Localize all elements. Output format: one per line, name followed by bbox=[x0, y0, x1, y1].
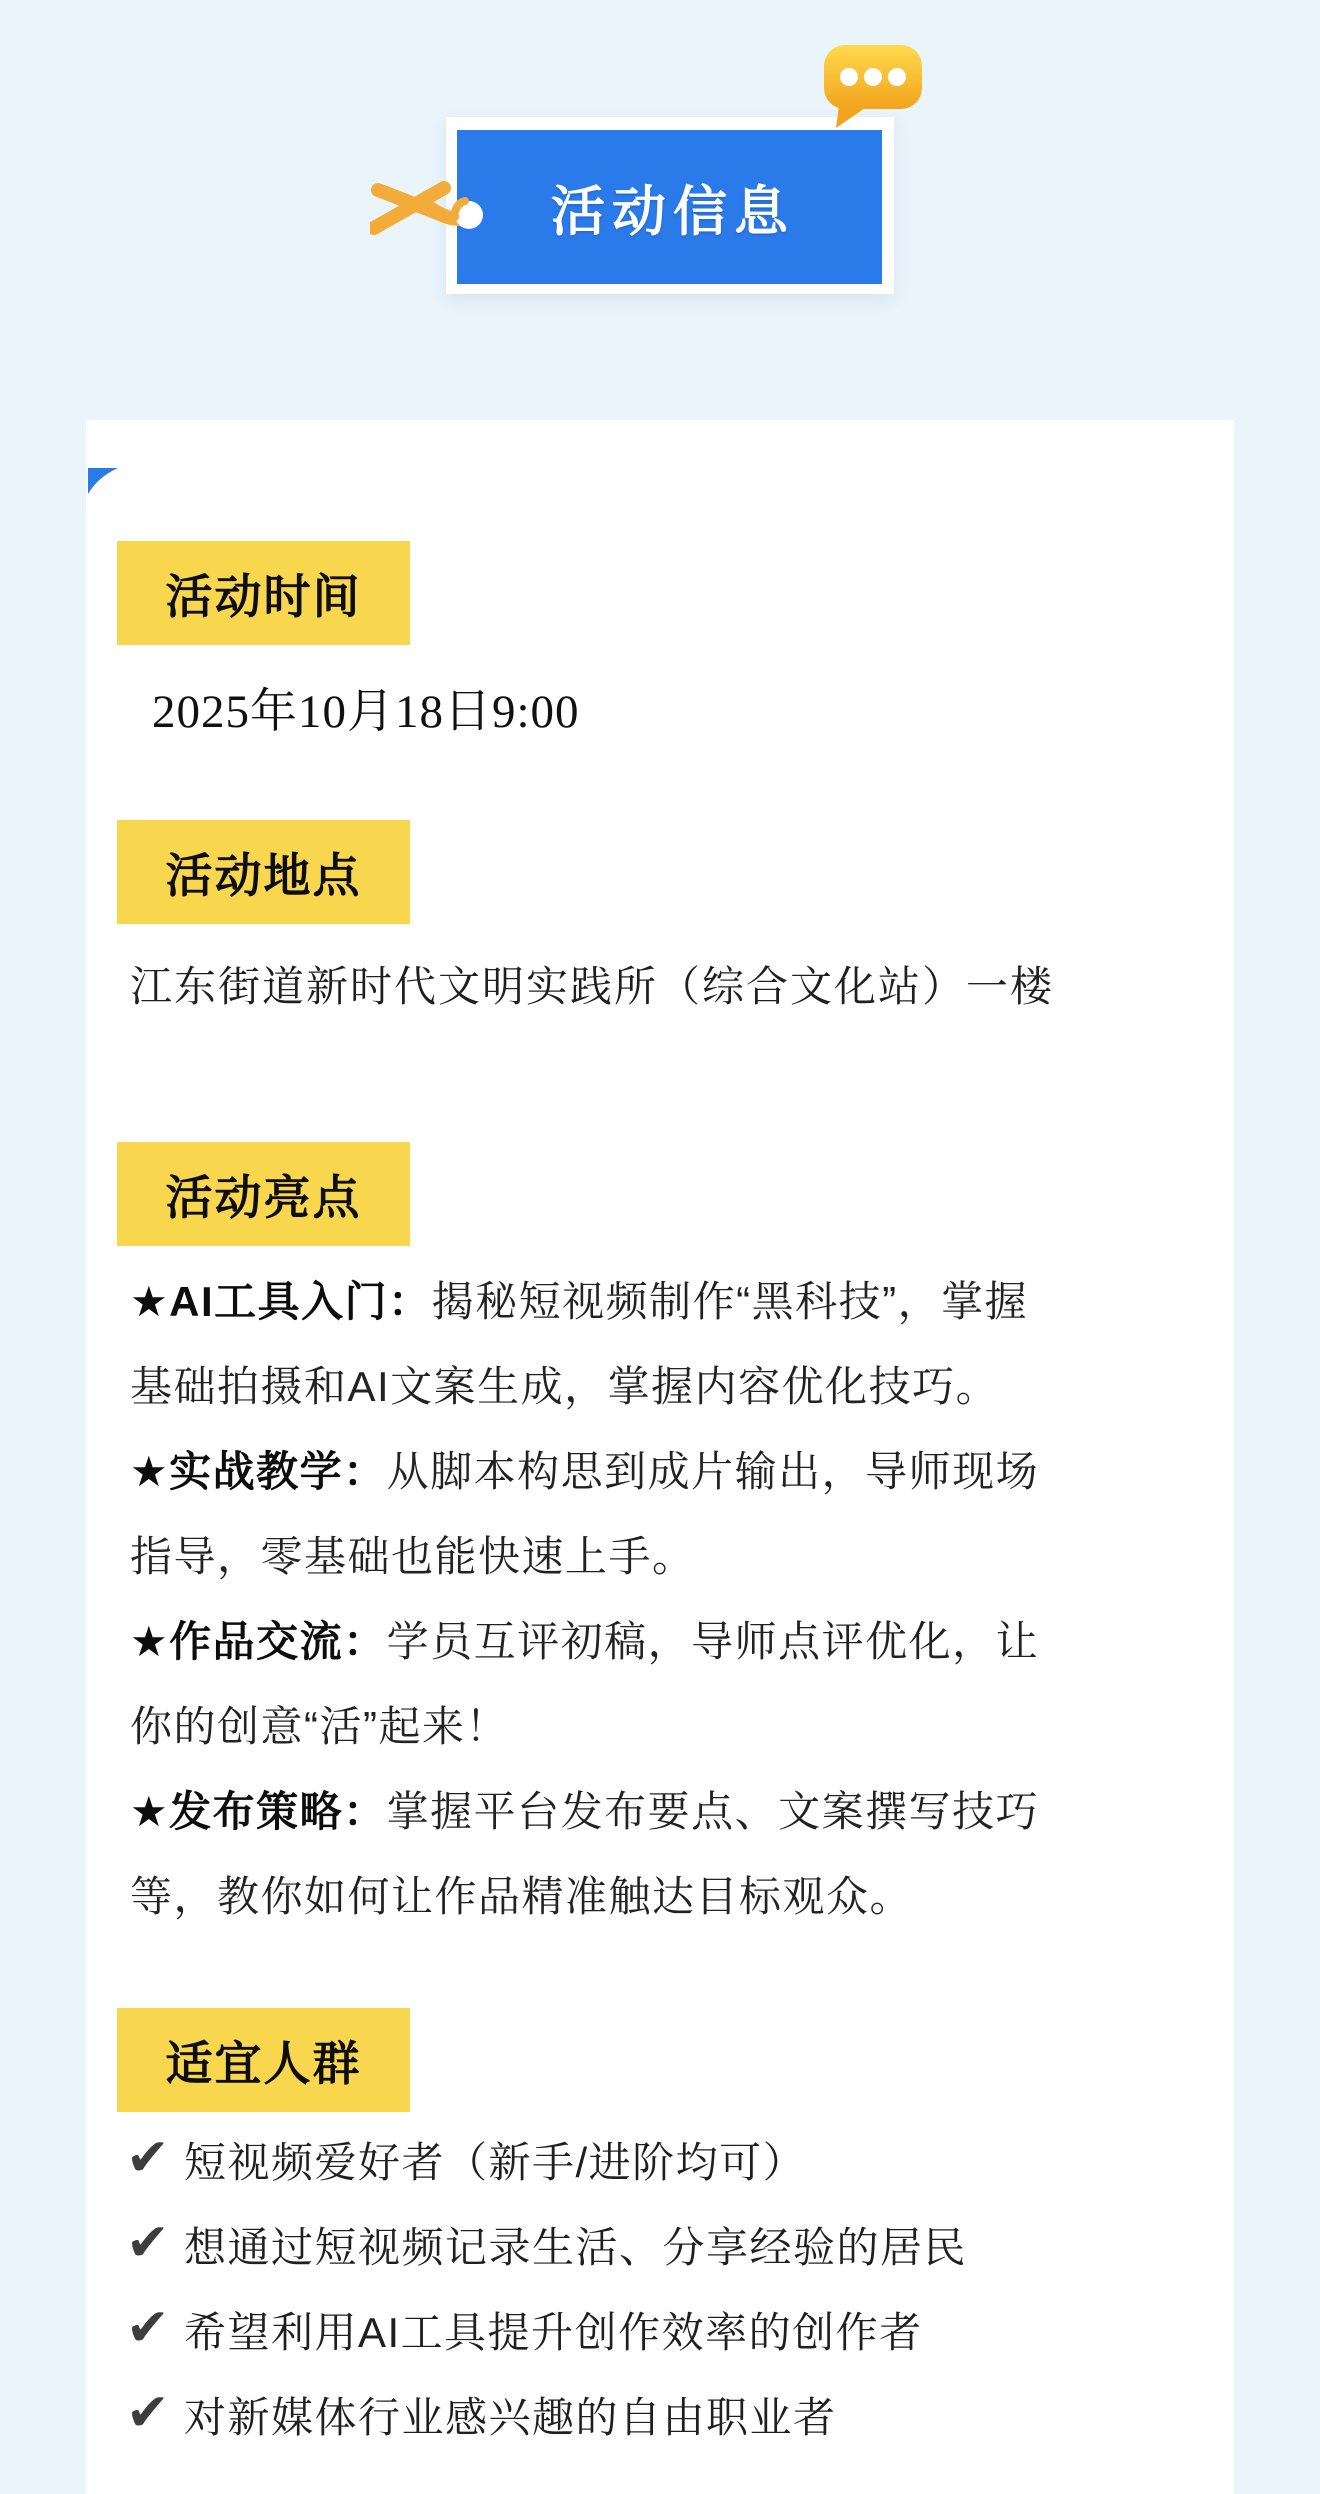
highlight-line bbox=[130, 1429, 1210, 1514]
highlight-lead: ★作品交流： bbox=[130, 1618, 387, 1665]
highlight-lead: ★实战教学： bbox=[130, 1448, 387, 1495]
section-label-highlights bbox=[117, 1142, 410, 1246]
highlights-block bbox=[130, 1259, 1210, 1939]
highlight-text: 掌握平台发布要点、文案撰写技巧 bbox=[386, 1788, 1040, 1835]
audience-item bbox=[126, 2287, 1206, 2372]
highlight-text: 基础拍摄和AI文案生成，掌握内容优化技巧。 bbox=[130, 1363, 1000, 1410]
section-label-time-text: 活动时间 bbox=[165, 569, 362, 623]
highlight-line bbox=[130, 1344, 1210, 1429]
highlight-lead: ★发布策略： bbox=[130, 1788, 387, 1835]
audience-item-text: 对新媒体行业感兴趣的自由职业者 bbox=[184, 2393, 837, 2441]
scissors-icon bbox=[370, 160, 500, 250]
highlight-lead: ★AI工具入门： bbox=[130, 1278, 432, 1325]
highlight-line bbox=[130, 1514, 1210, 1599]
event-time-value: 2025年10月18日9:00 bbox=[152, 686, 580, 738]
check-icon: ✔ bbox=[126, 2128, 170, 2187]
section-label-audience-text: 适宜人群 bbox=[165, 2036, 362, 2090]
highlight-text: 你的创意“活”起来！ bbox=[130, 1703, 509, 1750]
check-icon: ✔ bbox=[126, 2383, 170, 2442]
audience-item-text: 希望利用AI工具提升创作效率的创作者 bbox=[184, 2308, 923, 2356]
highlight-text: 学员互评初稿，导师点评优化，让 bbox=[386, 1618, 1040, 1665]
section-label-time bbox=[117, 541, 410, 645]
corner-fold-decoration bbox=[88, 468, 118, 494]
banner-blue-panel bbox=[457, 130, 882, 284]
highlight-line bbox=[130, 1259, 1210, 1344]
highlight-text: 从脚本构思到成片输出，导师现场 bbox=[386, 1448, 1040, 1495]
banner-title: 活动信息 bbox=[551, 181, 795, 242]
content-card bbox=[86, 420, 1234, 2494]
audience-item bbox=[126, 2202, 1206, 2287]
audience-item bbox=[126, 2372, 1206, 2457]
audience-item-text: 想通过短视频记录生活、分享经验的居民 bbox=[184, 2223, 968, 2271]
highlight-line bbox=[130, 1684, 1210, 1769]
section-label-location bbox=[117, 820, 410, 924]
event-location-value: 江东街道新时代文明实践所（综合文化站）一楼 bbox=[130, 963, 1055, 1010]
speech-bubble-icon bbox=[822, 42, 926, 130]
highlight-text: 等，教你如何让作品精准触达目标观众。 bbox=[130, 1873, 914, 1920]
section-label-highlights-text: 活动亮点 bbox=[165, 1170, 362, 1224]
audience-item-text: 短视频爱好者（新手/进阶均可） bbox=[184, 2138, 807, 2186]
highlight-line bbox=[130, 1854, 1210, 1939]
highlight-text: 指导，零基础也能快速上手。 bbox=[130, 1533, 696, 1580]
highlight-line bbox=[130, 1599, 1210, 1684]
highlight-text: 揭秘短视频制作“黑科技”，掌握 bbox=[431, 1278, 1029, 1325]
highlight-line bbox=[130, 1769, 1210, 1854]
audience-block bbox=[126, 2117, 1206, 2457]
header-banner bbox=[446, 117, 894, 294]
check-icon: ✔ bbox=[126, 2213, 170, 2272]
section-label-location-text: 活动地点 bbox=[165, 848, 362, 902]
check-icon: ✔ bbox=[126, 2298, 170, 2357]
audience-item bbox=[126, 2117, 1206, 2202]
section-label-audience bbox=[117, 2008, 410, 2112]
